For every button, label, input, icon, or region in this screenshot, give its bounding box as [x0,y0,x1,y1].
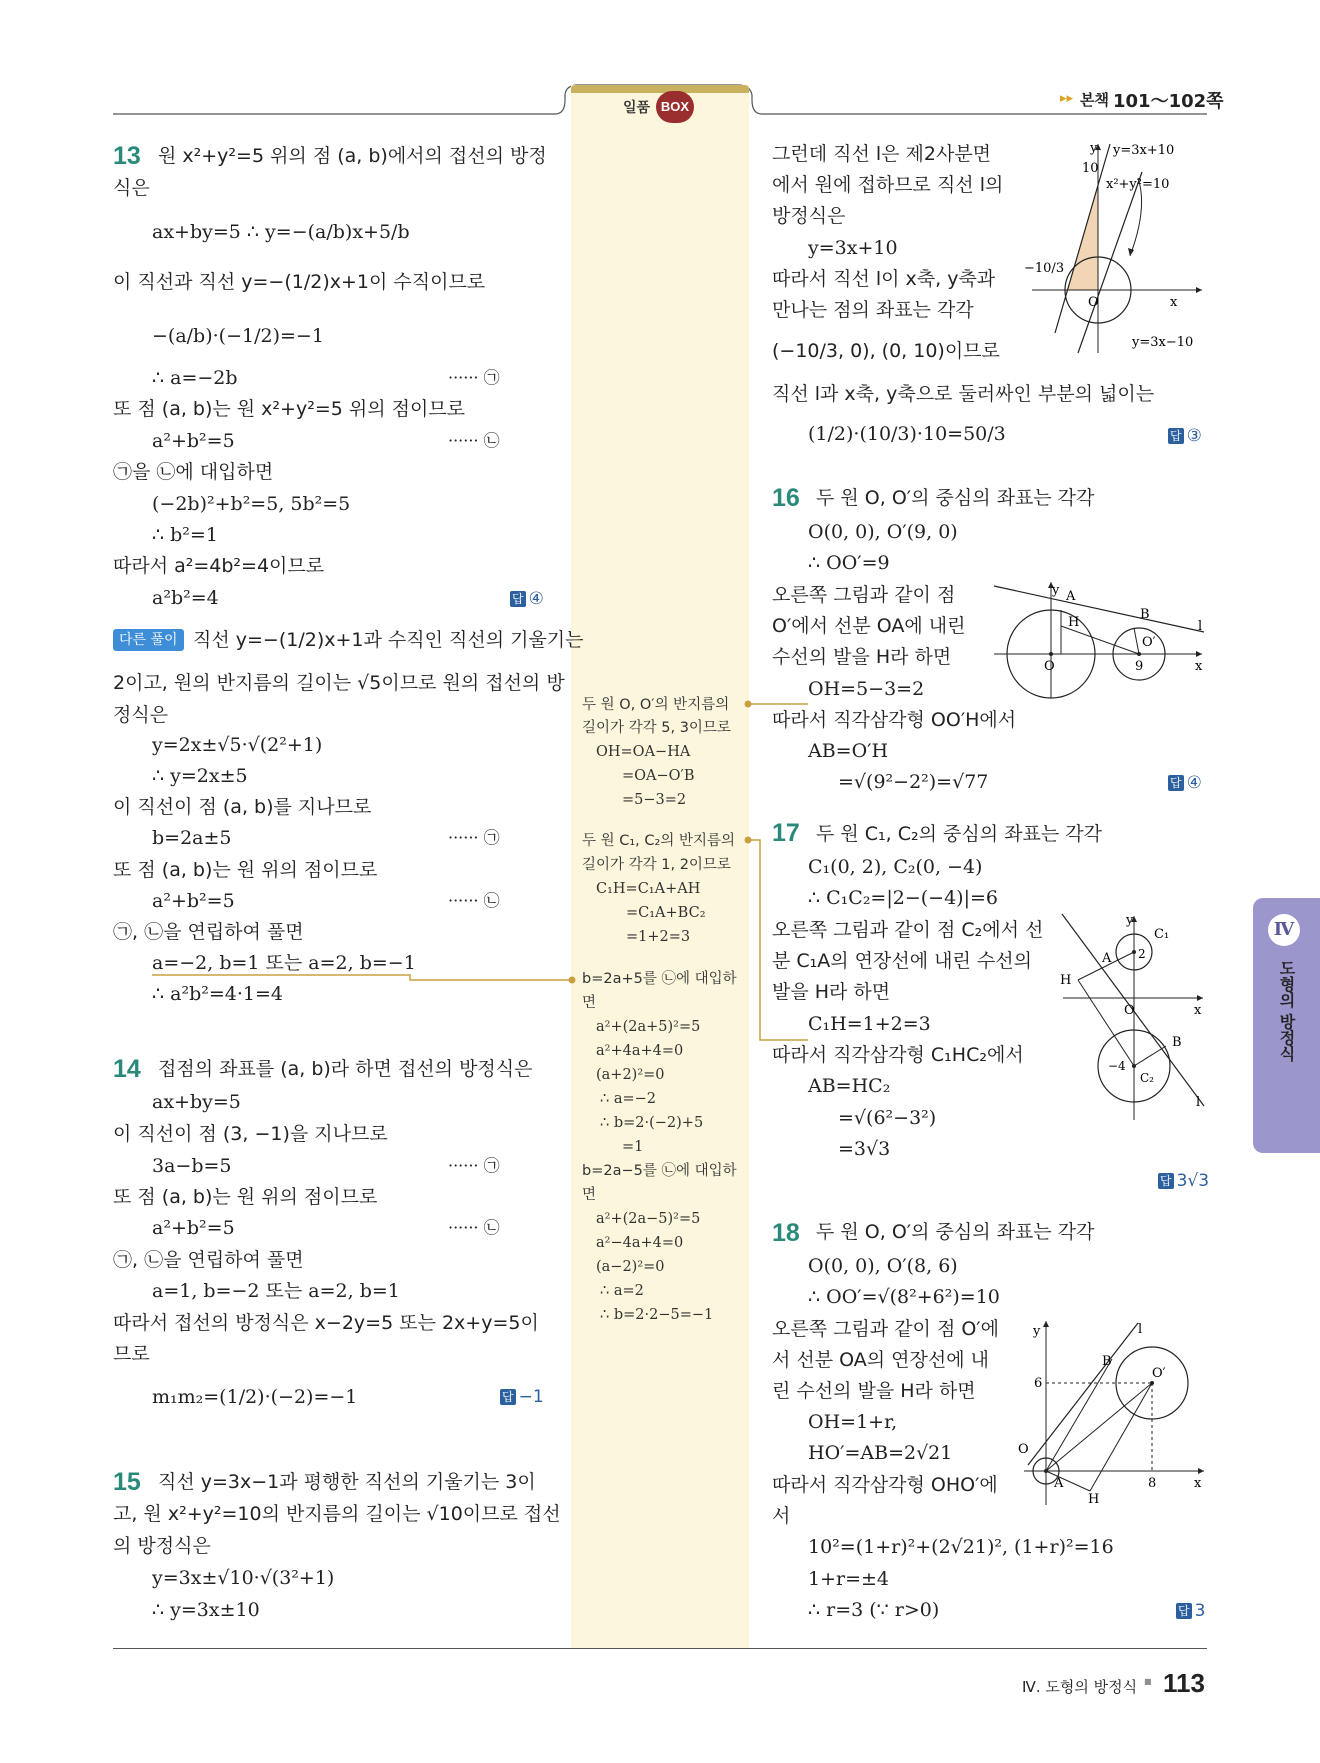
fig15-label: 10 [1082,161,1099,176]
p16-line: =√(9²−2²)=√77 [838,771,989,793]
box-note-3: 면 [582,995,597,1011]
p14-line: 므로 [113,1343,150,1365]
fig16-label: B [1140,607,1150,622]
alt-line: a²+b²=5 [152,890,235,912]
p16-line: ∴ OO′=9 [808,552,890,574]
chapter-tab-roman: Ⅳ [1268,914,1300,946]
alt-line: ㉠, ㉡을 연립하여 풀면 [113,921,304,943]
mark-nieun: ······ ㉡ [448,891,500,910]
box-note-1: 길이가 각각 5, 3이므로 [582,720,731,736]
alt-line: 또 점 (a, b)는 원 위의 점이므로 [113,859,378,881]
p18-line: OH=1+r, [808,1411,898,1433]
p15-line: 그런데 직선 l은 제2사분면 [772,143,992,165]
p17-line: =√(6²−3²) [838,1107,937,1129]
box-note-3: b=2a+5를 ㉡에 대입하 [582,971,737,987]
p15-line: y=3x±√10·√(3²+1) [152,1567,335,1589]
answer-14: 답 −1 [502,1387,544,1407]
fig17-label: C₁ [1154,927,1170,942]
box-note-2: =1+2=3 [626,929,691,945]
ref-arrow-icon: ▸▸ [1060,91,1074,106]
p16-line: O(0, 0), O′(9, 0) [808,521,958,543]
box-note-2: 두 원 C₁, C₂의 반지름의 [582,833,735,849]
fig16-label: 9 [1135,659,1144,674]
p15-line: (1/2)·(10/3)·10=50/3 [808,423,1006,445]
p15-line: 직선 y=3x−1과 평행한 직선의 기울기는 3이 [158,1471,536,1493]
p13-line: ax+by=5 ∴ y=−(a/b)x+5/b [152,221,410,243]
p18-line: ∴ r=3 (∵ r>0) [808,1599,940,1621]
p15-line: 의 방정식은 [113,1535,211,1557]
p15-line: 따라서 직선 l이 x축, y축과 [772,268,996,290]
fig16-label: O′ [1142,635,1156,650]
p17-line: 발을 H라 하면 [772,981,891,1003]
fig15-label: y=3x−10 [1132,335,1194,350]
p13-line: 식은 [113,177,150,199]
fig15-label: y [1090,141,1098,156]
answer-16: 답 ④ [1170,773,1202,793]
fig15-label: y=3x+10 [1113,143,1175,158]
alt-line: ∴ a²b²=4·1=4 [152,983,283,1005]
alt-line: 2이고, 원의 반지름의 길이는 √5이므로 원의 접선의 방 [113,672,565,694]
p18-line: 서 [772,1505,791,1527]
footer-dot: ■ [1144,1677,1152,1686]
box-note-3: a²−4a+4=0 [596,1235,684,1251]
fig18-label: A [1054,1476,1064,1491]
box-note-3: (a+2)²=0 [596,1067,665,1083]
p17-line: ∴ C₁C₂=|2−(−4)|=6 [808,887,999,909]
p15-line: 고, 원 x²+y²=10의 반지름의 길이는 √10이므로 접선 [113,1503,561,1525]
box-note-1: =OA−O′B [622,768,695,784]
alt-line: 직선 y=−(1/2)x+1과 수직인 직선의 기울기는 [193,629,584,651]
p14-line: ax+by=5 [152,1091,241,1113]
fig15-label: x²+y²=10 [1106,177,1170,192]
fig18-label: H [1088,1492,1100,1507]
p14-line: 3a−b=5 [152,1155,232,1177]
p15-line: 만나는 점의 좌표는 각각 [772,299,974,321]
p17-line: 분 C₁A의 연장선에 내린 수선의 [772,950,1032,972]
p18-line: 오른쪽 그림과 같이 점 O′에 [772,1318,999,1340]
box-note-3: a²+(2a−5)²=5 [596,1211,701,1227]
box-note-2: =C₁A+BC₂ [626,905,706,921]
fig15-label: −10/3 [1024,261,1065,276]
p16-line: 따라서 직각삼각형 OO′H에서 [772,709,1017,731]
mark-giyeok: ······ ㉠ [448,368,500,387]
alt-solution-tag: 다른 풀이 [113,629,184,651]
box-note-2: C₁H=C₁A+AH [596,881,701,897]
box-note-3: b=2a−5를 ㉡에 대입하 [582,1163,737,1179]
p13-line: ∴ b²=1 [152,524,218,546]
p14-line: 또 점 (a, b)는 원 위의 점이므로 [113,1186,378,1208]
fig16-label: A [1066,589,1076,604]
fig17-label: l [1196,1095,1201,1110]
fig18-label: l [1138,1322,1143,1337]
box-note-3: ∴ a=−2 [600,1091,657,1107]
problem-16-number: 16 [772,484,800,512]
fig17-label: C₂ [1140,1071,1154,1085]
fig16-label: O [1044,659,1055,674]
chapter-tab-label: 도형의 방정식 [1277,960,1296,1062]
box-note-3: ∴ b=2·2−5=−1 [600,1307,714,1323]
alt-line: 정식은 [113,704,169,726]
fig15-label: x [1170,295,1178,310]
fig18-label: O′ [1152,1366,1166,1381]
page-number: 113 [1163,1668,1205,1698]
p15-line: 직선 l과 x축, y축으로 둘러싸인 부분의 넓이는 [772,383,1155,405]
fig17-label: H [1060,973,1072,988]
fig17-label: A [1102,951,1112,966]
p14-line: a=1, b=−2 또는 a=2, b=1 [152,1280,400,1302]
box-note-1: OH=OA−HA [596,744,691,760]
p13-line: (−2b)²+b²=5, 5b²=5 [152,493,351,515]
fig16-label: l [1198,619,1203,634]
p16-line: AB=O′H [808,740,889,762]
p18-line: 1+r=±4 [808,1568,890,1590]
fig17-label: x [1194,1003,1202,1018]
p16-line: 오른쪽 그림과 같이 점 [772,584,956,606]
box-note-3: a²+(2a+5)²=5 [596,1019,701,1035]
p13-line: 이 직선과 직선 y=−(1/2)x+1이 수직이므로 [113,271,486,293]
problem-17-number: 17 [772,819,800,847]
box-note-3: 면 [582,1187,597,1203]
p16-line: O′에서 선분 OA에 내린 [772,615,966,637]
box-note-1: 두 원 O, O′의 반지름의 [582,697,730,713]
p13-line: a²+b²=5 [152,430,235,452]
alt-line: y=2x±√5·√(2²+1) [152,734,323,756]
p14-line: 따라서 접선의 방정식은 x−2y=5 또는 2x+y=5이 [113,1312,539,1334]
fig16-label: x [1195,659,1203,674]
ref-pages: 101～102쪽 [1113,91,1224,112]
p15-line: y=3x+10 [808,237,898,259]
p15-line: (−10/3, 0), (0, 10)이므로 [772,340,1000,362]
box-note-3: =1 [622,1139,644,1155]
box-note-3: (a−2)²=0 [596,1259,665,1275]
fig17-label: B [1172,1035,1182,1050]
box-note-3: ∴ a=2 [600,1283,644,1299]
answer-18: 답 3 [1178,1601,1206,1621]
footer-rule [113,1648,1207,1649]
p16-line: OH=5−3=2 [808,678,925,700]
p18-line: 따라서 직각삼각형 OHO′에 [772,1474,998,1496]
fig18-label: 6 [1034,1376,1043,1391]
p16-line: 두 원 O, O′의 중심의 좌표는 각각 [816,487,1095,509]
box-note-3: ∴ b=2·(−2)+5 [600,1115,704,1131]
problem-18-number: 18 [772,1219,800,1247]
p13-line: a²b²=4 [152,587,219,609]
fig17-label: y [1126,913,1134,928]
p17-line: C₁H=1+2=3 [808,1013,931,1035]
p14-line: m₁m₂=(1/2)·(−2)=−1 [152,1386,358,1408]
p17-line: =3√3 [838,1138,891,1160]
p18-line: 서 선분 OA의 연장선에 내 [772,1349,989,1371]
p17-line: C₁(0, 2), C₂(0, −4) [808,856,983,878]
mark-nieun: ······ ㉡ [448,1218,500,1237]
p18-line: HO′=AB=2√21 [808,1442,953,1464]
p13-line: 또 점 (a, b)는 원 x²+y²=5 위의 점이므로 [113,398,466,420]
p14-line: ㉠, ㉡을 연립하여 풀면 [113,1249,304,1271]
problem-15-number: 15 [113,1468,141,1496]
box-note-3: a²+4a+4=0 [596,1043,684,1059]
p17-line: 두 원 C₁, C₂의 중심의 좌표는 각각 [816,823,1102,845]
fig18-label: x [1194,1476,1202,1491]
p16-line: 수선의 발을 H라 하면 [772,646,952,668]
fig16-label: y [1052,583,1060,598]
p17-line: AB=HC₂ [808,1075,891,1097]
fig17-label: 2 [1138,947,1146,961]
mark-giyeok: ······ ㉠ [448,828,500,847]
fig18-label: y [1033,1324,1041,1339]
fig16-label: H [1068,615,1080,630]
box-note-1: =5−3=2 [622,792,687,808]
box-title-prefix: 일품 [623,100,651,116]
fig18-label: B [1102,1354,1112,1369]
fig18-label: O [1018,1442,1029,1457]
alt-line: a=−2, b=1 또는 a=2, b=−1 [152,952,416,974]
p13-line: 따라서 a²=4b²=4이므로 [113,555,325,577]
p14-line: 접점의 좌표를 (a, b)라 하면 접선의 방정식은 [158,1058,533,1080]
footer-chapter: Ⅳ. 도형의 방정식 [1022,1678,1138,1696]
fig17-label: O [1124,1003,1135,1018]
fig17-label: −4 [1108,1059,1126,1073]
p15-line: 방정식은 [772,205,846,227]
problem-13-number: 13 [113,142,141,170]
problem-14-number: 14 [113,1055,141,1083]
box-title-badge: BOX [656,91,694,123]
p18-line: O(0, 0), O′(8, 6) [808,1255,958,1277]
alt-line: b=2a±5 [152,827,232,849]
p17-line: 따라서 직각삼각형 C₁HC₂에서 [772,1044,1024,1066]
fig18-label: 8 [1148,1476,1157,1491]
p14-line: 이 직선이 점 (3, −1)을 지나므로 [113,1123,388,1145]
p13-line: −(a/b)·(−1/2)=−1 [152,325,324,347]
p14-line: a²+b²=5 [152,1217,235,1239]
p13-line: 원 x²+y²=5 위의 점 (a, b)에서의 접선의 방정 [158,145,547,167]
answer-13: 답 ④ [512,589,544,609]
mark-nieun: ······ ㉡ [448,431,500,450]
box-note-2: 길이가 각각 1, 2이므로 [582,857,731,873]
p17-line: 오른쪽 그림과 같이 점 C₂에서 선 [772,919,1044,941]
p13-line: ∴ a=−2b [152,367,238,389]
p18-line: 10²=(1+r)²+(2√21)², (1+r)²=16 [808,1536,1114,1558]
answer-15: 답 ③ [1170,426,1202,446]
p15-line: 에서 원에 접하므로 직선 l의 [772,174,1004,196]
answer-17: 답 3√3 [1160,1171,1210,1191]
ref-label: 본책 [1080,91,1109,109]
p15-line: ∴ y=3x±10 [152,1599,260,1621]
fig15-label: O [1088,295,1099,310]
alt-line: ∴ y=2x±5 [152,765,248,787]
p18-line: 린 수선의 발을 H라 하면 [772,1380,976,1402]
p13-line: ㉠을 ㉡에 대입하면 [113,461,274,483]
p18-line: 두 원 O, O′의 중심의 좌표는 각각 [816,1221,1095,1243]
p18-line: ∴ OO′=√(8²+6²)=10 [808,1286,1000,1308]
alt-line: 이 직선이 점 (a, b)를 지나므로 [113,796,372,818]
mark-giyeok: ······ ㉠ [448,1156,500,1175]
